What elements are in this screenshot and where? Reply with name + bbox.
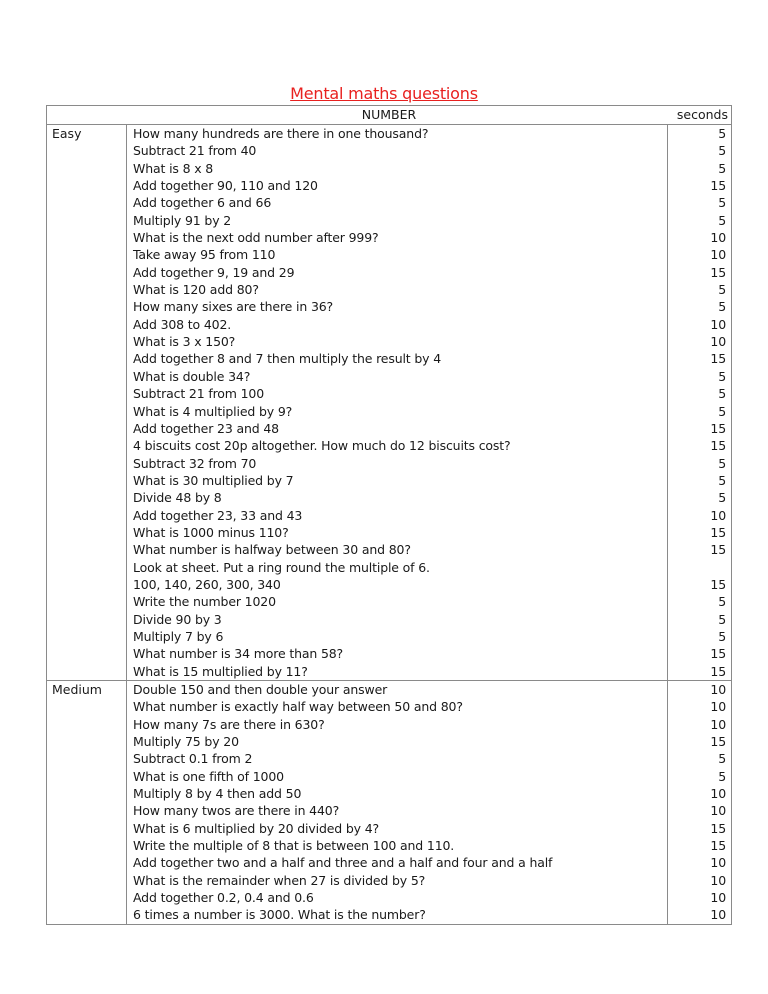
question-seconds: 15 [710,438,726,454]
questions-table [46,105,732,925]
question-seconds: 15 [710,734,726,750]
question-text: Add together 23, 33 and 43 [133,507,303,523]
question-seconds: 15 [710,646,726,662]
question-text: 6 times a number is 3000. What is the number? [133,907,426,923]
question-seconds: 10 [710,316,726,332]
difficulty-label: Medium [47,681,127,924]
question-seconds: 10 [710,803,726,819]
question-text: How many sixes are there in 36? [133,299,334,315]
question-text: Add together 23 and 48 [133,420,279,436]
question-text: Subtract 21 from 100 [133,386,265,402]
question-seconds: 10 [710,907,726,923]
question-text: Add together 8 and 7 then multiply the result by 4 [133,351,442,367]
question-seconds: 5 [718,628,726,644]
question-text: What is 4 multiplied by 9? [133,403,293,419]
topic-heading: NUMBER [361,107,417,122]
question-text: Add together 90, 110 and 120 [133,178,318,194]
seconds-column [668,681,731,924]
section-medium [47,681,731,924]
question-seconds: 5 [718,594,726,610]
question-seconds: 5 [718,455,726,471]
question-text: Multiply 75 by 20 [133,734,239,750]
question-text: Divide 90 by 3 [133,611,222,627]
question-text: 100, 140, 260, 300, 340 [133,576,281,592]
difficulty-label: Easy [47,125,127,680]
question-seconds: 5 [718,368,726,384]
question-text: Divide 48 by 8 [133,490,222,506]
question-text: Write the multiple of 8 that is between 100 and 110. [133,838,455,854]
question-seconds: 15 [710,351,726,367]
question-text: Subtract 0.1 from 2 [133,751,253,767]
question-seconds: 15 [710,663,726,679]
question-text: Take away 95 from 110 [133,247,276,263]
question-text: What is 30 multiplied by 7 [133,472,294,488]
question-seconds: 5 [718,386,726,402]
question-seconds: 5 [718,126,726,141]
question-seconds: 15 [710,838,726,854]
question-text: Add together 6 and 66 [133,195,272,211]
question-seconds: 15 [710,264,726,280]
question-text: What is 15 multiplied by 11? [133,663,308,679]
question-seconds: 5 [718,768,726,784]
question-seconds: 15 [710,576,726,592]
question-seconds: 15 [710,524,726,540]
question-seconds: 10 [710,699,726,715]
question-text: Double 150 and then double your answer [133,682,388,697]
question-seconds: 5 [718,299,726,315]
question-seconds [668,559,726,576]
question-seconds: 15 [710,820,726,836]
question-text: What is 8 x 8 [133,160,214,176]
question-text: Write the number 1020 [133,594,276,610]
question-seconds: 10 [710,247,726,263]
question-text: What is the next odd number after 999? [133,230,379,246]
section-easy [47,125,731,681]
question-text: How many twos are there in 440? [133,803,340,819]
question-seconds: 5 [718,403,726,419]
question-seconds: 5 [718,282,726,298]
question-seconds: 5 [718,490,726,506]
question-text: Add together 9, 19 and 29 [133,264,295,280]
question-text: Multiply 8 by 4 then add 50 [133,786,302,802]
question-seconds: 10 [710,682,726,697]
question-text: How many hundreds are there in one thousand? [133,126,429,141]
question-seconds: 15 [710,420,726,436]
seconds-heading: seconds [676,107,728,122]
question-text: How many 7s are there in 630? [133,716,325,732]
question-seconds: 10 [710,507,726,523]
question-text: Add together 0.2, 0.4 and 0.6 [133,890,314,906]
question-seconds: 5 [718,195,726,211]
question-text: Multiply 91 by 2 [133,212,232,228]
question-seconds: 15 [710,542,726,558]
table-header [47,106,731,125]
question-seconds: 5 [718,143,726,159]
question-seconds: 5 [718,611,726,627]
question-text: What is 120 add 80? [133,282,259,298]
question-seconds: 10 [710,786,726,802]
document-title: Mental maths questions [290,84,478,103]
question-text: What number is halfway between 30 and 80? [133,542,411,558]
question-seconds: 10 [710,890,726,906]
question-text: What is the remainder when 27 is divided by 5? [133,872,426,888]
question-text: Add 308 to 402. [133,316,232,332]
question-text: What is 1000 minus 110? [133,524,289,540]
question-seconds: 5 [718,212,726,228]
question-text: What number is exactly half way between 50 and 80? [133,699,463,715]
questions-column [127,681,668,924]
questions-column [127,125,668,680]
question-seconds: 5 [718,751,726,767]
question-text: What is one fifth of 1000 [133,768,284,784]
question-text: Subtract 32 from 70 [133,455,257,471]
question-seconds: 15 [710,178,726,194]
question-text: What number is 34 more than 58? [133,646,344,662]
question-text: What is double 34? [133,368,251,384]
seconds-column [668,125,731,680]
question-seconds: 10 [710,716,726,732]
question-seconds: 10 [710,855,726,871]
question-seconds: 5 [718,472,726,488]
question-text: What is 3 x 150? [133,334,236,350]
question-text: What is 6 multiplied by 20 divided by 4? [133,820,380,836]
question-text: Look at sheet. Put a ring round the multiple of 6. [133,559,430,575]
question-text: Add together two and a half and three and a half and four and a half [133,855,553,871]
question-text: Subtract 21 from 40 [133,143,257,159]
question-seconds: 5 [718,160,726,176]
question-seconds: 10 [710,230,726,246]
question-seconds: 10 [710,334,726,350]
question-text: Multiply 7 by 6 [133,628,224,644]
question-seconds: 10 [710,872,726,888]
question-text: 4 biscuits cost 20p altogether. How much do 12 biscuits cost? [133,438,511,454]
